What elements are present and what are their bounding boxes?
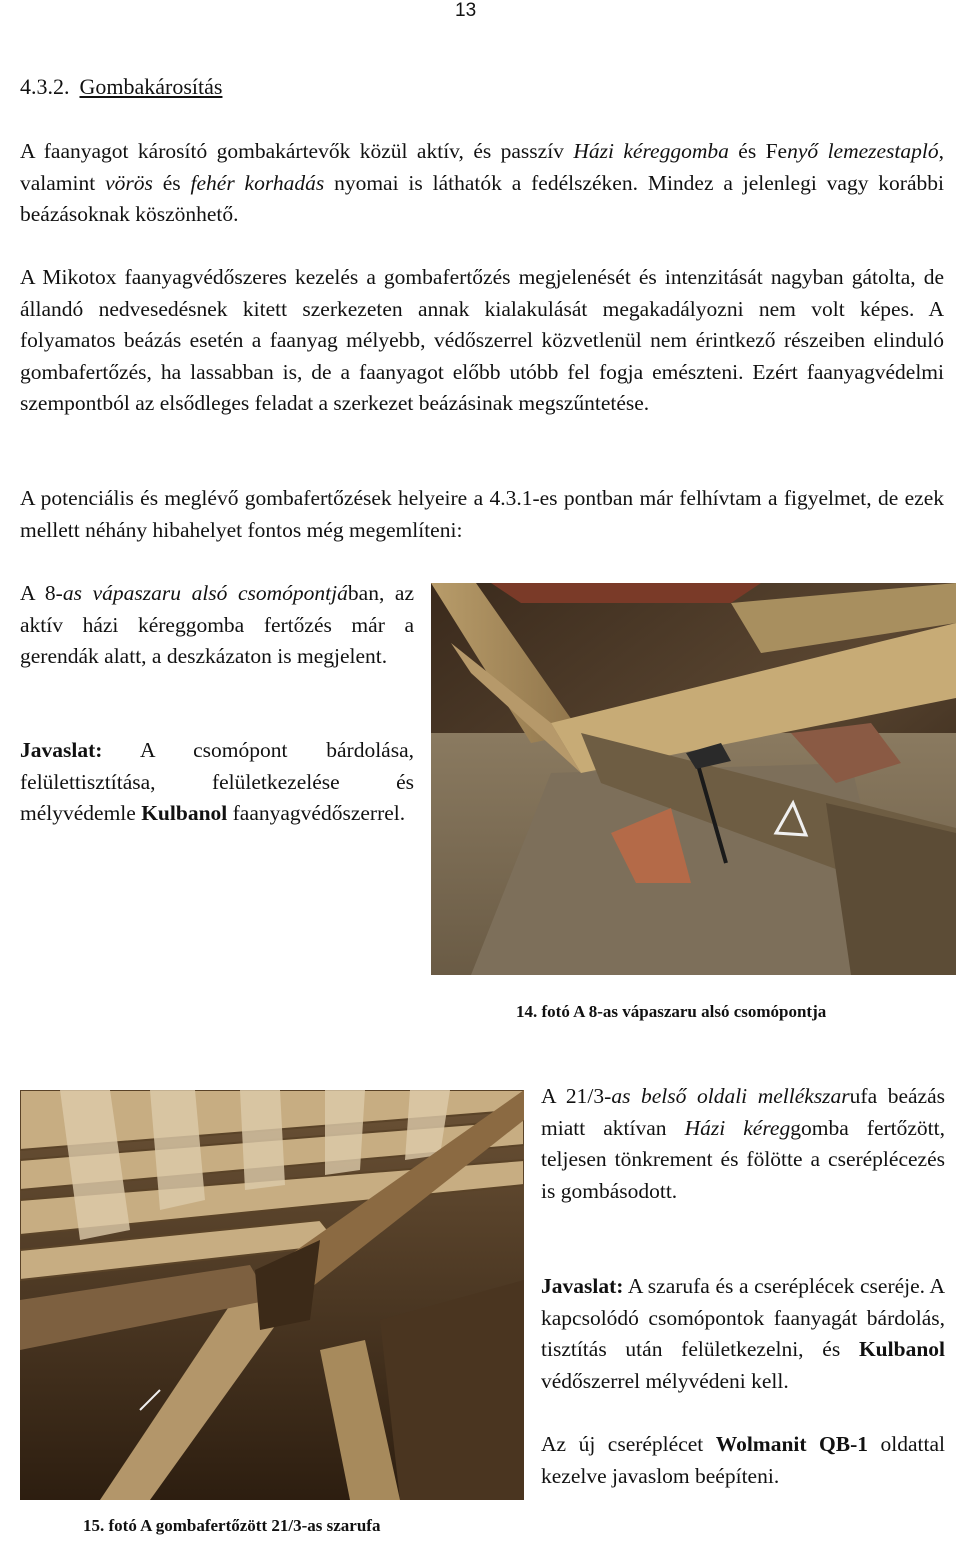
species-name: Házi kéreg — [684, 1115, 791, 1140]
product-name: Wolmanit QB-1 — [715, 1432, 869, 1456]
photo-14-caption: 14. fotó A 8-as vápaszaru alsó csomópontja — [516, 1002, 827, 1021]
text: A faanyagot károsító gombakártevők közül aktív, és passzív — [20, 139, 574, 163]
section-heading — [20, 74, 222, 100]
species-name: Házi kéreggomba — [573, 139, 729, 163]
text: és — [152, 170, 191, 195]
page-number: 13 — [455, 0, 477, 21]
text: , valamint — [20, 139, 944, 195]
text: A 21/3- — [541, 1084, 612, 1108]
paragraph-2: A Mikotox faanyagvédőszeres kezelés a gombafertőzés megjelenését és intenzitását nagyban gátolta, de állandó nedvesedésnek kitett szerkezeten annak kialakulását megakadályozni nem volt képes. A folyamatos beázás esetén a faanyag mélyebb, védőszerrel közvetlenül nem érintkező részeiben elinduló gombafertőzés, ha lassabban is, de a faanyagot előbb utóbb fel fogja emészteni. Ezért faanyagvédelmi szempontból az elsődleges feladat a szerkezet beázásinak megszűntetése. — [20, 265, 944, 415]
italic-text: as belső oldali mellékszar — [611, 1084, 850, 1108]
text: és Fe — [728, 139, 788, 163]
block-1-recommendation — [20, 735, 414, 830]
text: ban, az aktív házi kéreggomba fertőzés már a gerendák alatt, a deszkázaton is megjelent. — [20, 581, 415, 668]
photo-15-caption: 15. fotó A gombafertőzött 21/3-as szarufa — [83, 1516, 381, 1535]
italic-text: já — [331, 581, 348, 605]
recommendation-label: Javaslat: — [20, 738, 103, 762]
block-2-recommendation — [541, 1271, 945, 1397]
species-name: nyő lemezestapló — [787, 139, 939, 163]
section-title: Gombakárosítás — [79, 74, 223, 99]
paragraph-3: A potenciális és meglévő gombafertőzések helyeire a 4.3.1-es pontban már felhívtam a figyelmet, de ezek mellett néhány hibahelyet fontos még megemlíteni: — [20, 486, 944, 542]
text: gomba fertőzött, teljesen tönkrement és fölötte a cseréplécezés is gombásodott. — [541, 1115, 945, 1203]
text: Az új cseréplécet — [541, 1432, 716, 1456]
block-2-text — [541, 1081, 945, 1207]
product-name: Kulbanol — [141, 801, 228, 825]
block-1-text — [20, 578, 414, 673]
text: ufa beázás miatt aktívan — [541, 1084, 945, 1140]
photo-15 — [20, 1090, 524, 1500]
recommendation-label: Javaslat: — [541, 1274, 624, 1298]
rot-type: fehér korhadás — [190, 170, 325, 195]
text: A csomópont bárdolása, felülettisztítása, felületkezelése és mélyvédemle — [20, 738, 414, 825]
text: oldattal kezelve javaslom beépíteni. — [541, 1432, 946, 1488]
photo-14-image — [431, 583, 956, 975]
photo-15-image — [20, 1090, 524, 1500]
block-2-recommendation-2 — [541, 1429, 945, 1492]
text: faanyagvédőszerrel. — [227, 801, 406, 825]
text: nyomai is láthatók a fedélszéken. Mindez a jelenlegi vagy korábbi beázásoknak köszönhető. — [20, 170, 944, 226]
paragraph-1 — [20, 136, 944, 231]
text: A 8- — [20, 581, 63, 605]
product-name: Kulbanol — [858, 1337, 945, 1361]
text: A szarufa és a cseréplécek cseréje. A kapcsolódó csomópontok faanyagát bárdolás, tisztítás után felületkezelni, és — [541, 1274, 945, 1361]
photo-14 — [431, 583, 956, 975]
text: védőszerrel mélyvédeni kell. — [541, 1368, 789, 1393]
italic-text: as vápaszaru alsó csomópont — [62, 581, 332, 605]
rot-type: vörös — [105, 170, 153, 195]
section-number: 4.3.2. — [20, 74, 70, 99]
